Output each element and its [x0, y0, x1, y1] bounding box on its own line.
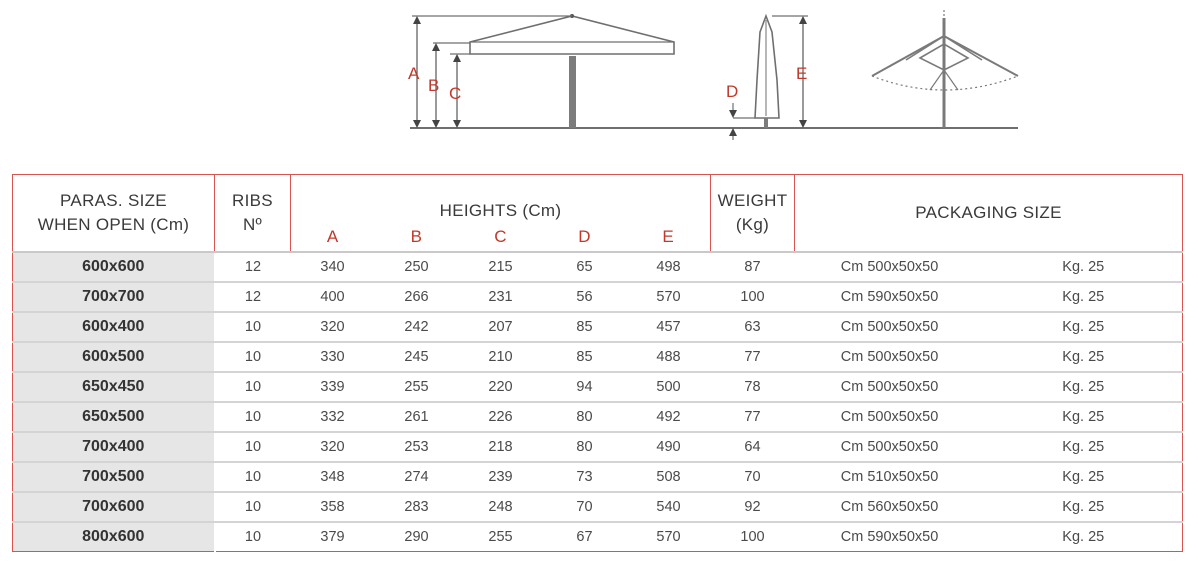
closed-pole	[764, 118, 768, 128]
row-height-a: 340	[291, 252, 375, 282]
row-height-a: 400	[291, 282, 375, 312]
row-height-b: 253	[375, 432, 459, 462]
row-height-e: 508	[627, 462, 711, 492]
row-packaging-weight: Kg. 25	[985, 492, 1183, 522]
row-ribs: 10	[244, 529, 262, 545]
header-heights: HEIGHTS (Cm)	[291, 175, 711, 224]
row-height-d: 85	[543, 342, 627, 372]
row-height-a: 379	[320, 529, 345, 545]
row-packaging-size: Cm 500x50x50	[795, 372, 985, 402]
row-weight: 77	[711, 402, 795, 432]
row-weight: 78	[711, 372, 795, 402]
header-size-line2: WHEN OPEN (Cm)	[37, 215, 190, 234]
row-size: 700x600	[13, 492, 215, 522]
row-packaging-weight: Kg. 25	[985, 462, 1183, 492]
row-packaging-size: Cm 500x50x50	[795, 342, 985, 372]
table-row	[13, 252, 1183, 282]
header-size	[13, 175, 215, 253]
row-packaging-size: Cm 500x50x50	[795, 252, 985, 282]
row-size: 600x400	[13, 312, 215, 342]
row-height-e: 492	[627, 402, 711, 432]
header-ribs-line1: RIBS	[232, 191, 273, 210]
row-height-c: 207	[459, 312, 543, 342]
row-height-e: 500	[627, 372, 711, 402]
row-weight: 70	[711, 462, 795, 492]
label-a: A	[408, 64, 420, 83]
row-height-c: 255	[488, 529, 513, 545]
header-weight	[711, 175, 795, 253]
header-weight-line1: WEIGHT	[717, 191, 788, 210]
row-ribs: 12	[215, 252, 291, 282]
row-size: 650x500	[13, 402, 215, 432]
spec-table-body	[13, 252, 1183, 552]
row-size: 700x400	[13, 432, 215, 462]
row-weight: 92	[711, 492, 795, 522]
row-size: 650x450	[13, 372, 215, 402]
row-size: 700x500	[13, 462, 215, 492]
header-b: B	[410, 227, 423, 246]
row-height-b: 255	[375, 372, 459, 402]
header-a: A	[326, 227, 339, 246]
label-b: B	[428, 76, 440, 95]
table-row	[13, 462, 1183, 492]
row-weight: 87	[711, 252, 795, 282]
row-height-d: 67	[576, 529, 593, 545]
row-height-d: 85	[543, 312, 627, 342]
row-height-d: 80	[543, 402, 627, 432]
table-row	[13, 432, 1183, 462]
row-weight: 100	[740, 529, 765, 545]
row-height-a: 330	[291, 342, 375, 372]
row-height-b: 266	[375, 282, 459, 312]
open-parasol-side-view	[410, 14, 1018, 128]
row-ribs: 10	[215, 432, 291, 462]
row-height-d: 56	[543, 282, 627, 312]
canopy-outline	[470, 16, 674, 54]
parasol-dimension-diagram	[0, 0, 1200, 150]
table-row	[13, 342, 1183, 372]
row-height-d: 65	[543, 252, 627, 282]
row-packaging-weight: Kg. 25	[985, 342, 1183, 372]
row-weight: 100	[711, 282, 795, 312]
row-ribs: 10	[215, 492, 291, 522]
row-height-b: 245	[375, 342, 459, 372]
row-height-d: 80	[543, 432, 627, 462]
row-height-b: 242	[375, 312, 459, 342]
row-height-a: 320	[291, 432, 375, 462]
row-height-c: 215	[459, 252, 543, 282]
perspective-parasol-view	[872, 10, 1018, 128]
row-height-e: 570	[656, 529, 681, 545]
row-height-d: 70	[543, 492, 627, 522]
row-height-a: 339	[291, 372, 375, 402]
row-height-e: 540	[627, 492, 711, 522]
row-size: 800x600	[13, 522, 215, 552]
row-ribs: 10	[215, 462, 291, 492]
row-size: 600x600	[13, 252, 215, 282]
row-packaging-size: Cm 500x50x50	[795, 402, 985, 432]
row-height-a: 320	[291, 312, 375, 342]
header-weight-line2: (Kg)	[735, 215, 770, 234]
header-ribs	[215, 175, 291, 253]
closed-canopy	[755, 16, 779, 118]
header-e: E	[627, 223, 711, 252]
row-height-a: 348	[291, 462, 375, 492]
row-packaging-weight: Kg. 25	[985, 282, 1183, 312]
row-height-c: 218	[459, 432, 543, 462]
row-height-a: 358	[291, 492, 375, 522]
row-height-b: 290	[404, 529, 429, 545]
pole	[569, 56, 576, 128]
row-height-c: 220	[459, 372, 543, 402]
row-ribs: 10	[215, 372, 291, 402]
header-c: C	[494, 227, 507, 246]
table-row	[13, 402, 1183, 432]
row-packaging-size: Cm 510x50x50	[795, 462, 985, 492]
row-height-c: 210	[459, 342, 543, 372]
row-height-e: 490	[627, 432, 711, 462]
row-weight: 77	[711, 342, 795, 372]
row-height-b: 274	[375, 462, 459, 492]
header-d: D	[578, 227, 591, 246]
row-packaging-size: Cm 500x50x50	[795, 432, 985, 462]
row-height-e: 488	[627, 342, 711, 372]
row-height-c: 226	[459, 402, 543, 432]
row-height-d: 73	[543, 462, 627, 492]
row-weight: 63	[711, 312, 795, 342]
row-height-b: 261	[375, 402, 459, 432]
parasol-spec-table	[12, 174, 1183, 552]
table-row	[13, 522, 1183, 552]
row-height-b: 283	[375, 492, 459, 522]
row-packaging-size: Cm 590x50x50	[795, 282, 985, 312]
header-size-line1: PARAS. SIZE	[60, 191, 167, 210]
header-ribs-line2: Nº	[242, 215, 263, 234]
label-e: E	[796, 64, 808, 83]
row-height-e: 457	[627, 312, 711, 342]
row-ribs: 10	[215, 342, 291, 372]
row-height-c: 239	[459, 462, 543, 492]
row-packaging-weight: Kg. 25	[985, 312, 1183, 342]
row-ribs: 12	[215, 282, 291, 312]
row-packaging-weight: Kg. 25	[985, 372, 1183, 402]
header-packaging: PACKAGING SIZE	[795, 175, 1183, 253]
table-row	[13, 372, 1183, 402]
row-packaging-weight: Kg. 25	[1062, 529, 1105, 545]
table-row	[13, 312, 1183, 342]
label-d: D	[726, 82, 739, 101]
row-height-e: 570	[627, 282, 711, 312]
row-ribs: 10	[215, 312, 291, 342]
row-weight: 64	[711, 432, 795, 462]
table-row	[13, 492, 1183, 522]
table-row	[13, 282, 1183, 312]
row-size: 600x500	[13, 342, 215, 372]
row-height-c: 248	[459, 492, 543, 522]
row-height-a: 332	[291, 402, 375, 432]
row-ribs: 10	[215, 402, 291, 432]
row-packaging-size: Cm 560x50x50	[795, 492, 985, 522]
row-packaging-weight: Kg. 25	[985, 402, 1183, 432]
label-c: C	[449, 84, 462, 103]
row-packaging-weight: Kg. 25	[985, 432, 1183, 462]
row-size: 700x700	[13, 282, 215, 312]
row-packaging-size: Cm 500x50x50	[795, 312, 985, 342]
row-height-b: 250	[375, 252, 459, 282]
row-packaging-size: Cm 590x50x50	[840, 529, 939, 545]
row-height-d: 94	[543, 372, 627, 402]
row-height-c: 231	[459, 282, 543, 312]
row-height-e: 498	[627, 252, 711, 282]
row-packaging-weight: Kg. 25	[985, 252, 1183, 282]
